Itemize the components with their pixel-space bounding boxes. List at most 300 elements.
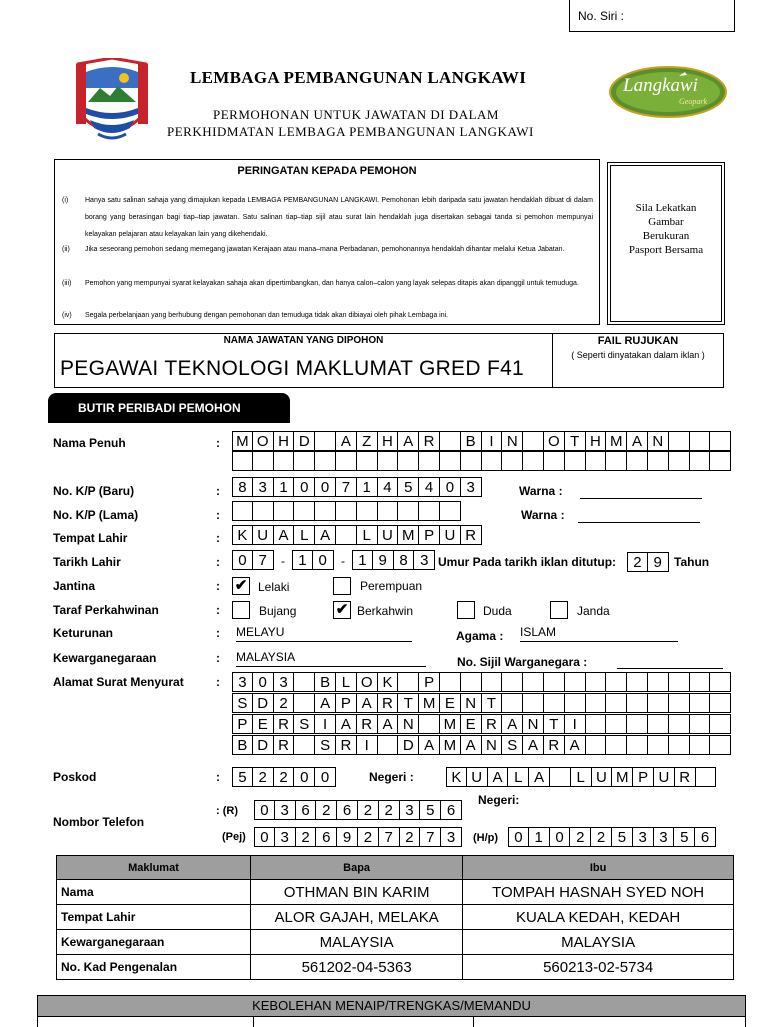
char-cell[interactable]: R [544, 735, 565, 755]
char-cell[interactable] [648, 451, 669, 471]
char-cell[interactable] [544, 451, 565, 471]
char-cell[interactable]: R [378, 693, 399, 713]
char-cell[interactable]: 9 [648, 552, 669, 572]
char-cell[interactable]: M [232, 431, 253, 451]
char-cell[interactable] [669, 693, 690, 713]
alamat-grid-row3[interactable] [232, 714, 731, 734]
kp-lama-grid[interactable] [232, 501, 461, 521]
char-cell[interactable]: 0 [294, 767, 315, 787]
char-cell[interactable] [586, 693, 607, 713]
char-cell[interactable]: 3 [414, 550, 435, 570]
char-cell[interactable]: U [467, 767, 488, 787]
char-cell[interactable] [586, 451, 607, 471]
char-cell[interactable]: 2 [274, 693, 295, 713]
char-cell[interactable]: P [232, 714, 253, 734]
alamat-grid-row2[interactable] [232, 693, 731, 713]
char-cell[interactable]: 5 [420, 800, 441, 820]
char-cell[interactable] [669, 735, 690, 755]
char-cell[interactable] [690, 693, 711, 713]
char-cell[interactable]: 2 [379, 800, 400, 820]
char-cell[interactable]: N [461, 693, 482, 713]
warning-item-num: (iii) [62, 280, 72, 287]
char-cell[interactable]: R [274, 735, 295, 755]
bapa-value[interactable]: MALAYSIA [251, 930, 463, 955]
char-cell[interactable]: 5 [398, 477, 419, 497]
char-cell[interactable]: 1 [352, 550, 373, 570]
char-cell[interactable] [710, 431, 731, 451]
char-cell[interactable]: 0 [550, 827, 571, 847]
char-cell[interactable] [586, 672, 607, 692]
umur-grid[interactable] [627, 552, 669, 572]
char-cell[interactable]: 4 [378, 477, 399, 497]
char-cell[interactable]: H [274, 431, 295, 451]
char-cell[interactable] [523, 451, 544, 471]
char-cell[interactable]: 0 [254, 800, 275, 820]
char-cell[interactable] [274, 451, 295, 471]
char-cell[interactable] [440, 451, 461, 471]
char-cell[interactable] [461, 672, 482, 692]
char-cell[interactable]: 7 [420, 827, 441, 847]
char-cell[interactable] [419, 501, 440, 521]
char-cell[interactable]: K [446, 767, 467, 787]
poskod-grid[interactable] [232, 767, 336, 787]
char-cell[interactable] [690, 451, 711, 471]
char-cell[interactable]: 5 [232, 767, 253, 787]
column-divider [473, 1017, 474, 1027]
char-cell[interactable] [669, 714, 690, 734]
char-cell[interactable]: M [606, 431, 627, 451]
char-cell[interactable]: A [419, 735, 440, 755]
char-cell[interactable]: A [398, 431, 419, 451]
char-cell[interactable] [398, 451, 419, 471]
char-cell[interactable]: D [398, 735, 419, 755]
char-cell[interactable] [648, 735, 669, 755]
char-cell[interactable] [253, 451, 274, 471]
char-cell[interactable] [606, 451, 627, 471]
char-cell[interactable]: 9 [373, 550, 394, 570]
char-cell[interactable]: D [294, 431, 315, 451]
checkbox-perempuan[interactable] [333, 577, 351, 595]
char-cell[interactable]: 3 [654, 827, 675, 847]
char-cell[interactable]: K [378, 672, 399, 692]
char-cell[interactable]: T [398, 693, 419, 713]
char-cell[interactable]: 3 [400, 800, 421, 820]
ibu-value[interactable]: KUALA KEDAH, KEDAH [463, 905, 734, 930]
warning-title: PERINGATAN KEPADA PEMOHON [237, 165, 417, 177]
char-cell[interactable]: H [378, 431, 399, 451]
keturunan-field[interactable]: MELAYU [236, 625, 412, 642]
char-cell[interactable]: 3 [232, 672, 253, 692]
char-cell[interactable] [274, 501, 295, 521]
char-cell[interactable]: 3 [275, 827, 296, 847]
char-cell[interactable] [398, 501, 419, 521]
negeri-grid[interactable] [446, 767, 716, 787]
char-cell[interactable]: R [675, 767, 696, 787]
position-value[interactable]: PEGAWAI TEKNOLOGI MAKLUMAT GRED F41 [60, 357, 525, 380]
char-cell[interactable] [523, 693, 544, 713]
checkbox-berkahwin[interactable]: ✔ [333, 601, 351, 619]
char-cell[interactable] [710, 693, 731, 713]
char-cell[interactable] [294, 735, 315, 755]
char-cell[interactable] [315, 431, 336, 451]
char-cell[interactable] [627, 672, 648, 692]
char-cell[interactable]: I [482, 431, 503, 451]
char-cell[interactable]: N [502, 431, 523, 451]
char-cell[interactable]: 6 [296, 800, 317, 820]
nama-grid-row2[interactable] [232, 451, 731, 471]
char-cell[interactable]: E [461, 714, 482, 734]
char-cell[interactable] [461, 451, 482, 471]
char-cell[interactable]: L [508, 767, 529, 787]
char-cell[interactable]: 3 [441, 827, 462, 847]
char-cell[interactable]: 5 [674, 827, 695, 847]
char-cell[interactable]: N [398, 714, 419, 734]
char-cell[interactable]: A [357, 693, 378, 713]
char-cell[interactable]: 6 [441, 800, 462, 820]
char-cell[interactable]: U [378, 525, 399, 545]
char-cell[interactable]: N [648, 431, 669, 451]
char-cell[interactable] [502, 672, 523, 692]
char-cell[interactable]: R [461, 525, 482, 545]
char-cell[interactable] [294, 672, 315, 692]
char-cell[interactable]: 2 [316, 800, 337, 820]
colon: : [216, 436, 220, 450]
char-cell[interactable]: P [419, 525, 440, 545]
char-cell[interactable]: A [336, 714, 357, 734]
char-cell[interactable] [648, 693, 669, 713]
char-cell[interactable] [710, 451, 731, 471]
char-cell[interactable] [627, 451, 648, 471]
char-cell[interactable]: H [586, 431, 607, 451]
char-cell[interactable] [565, 693, 586, 713]
char-cell[interactable]: D [253, 693, 274, 713]
char-cell[interactable]: S [232, 693, 253, 713]
photo-box[interactable] [607, 162, 725, 325]
char-cell[interactable] [710, 672, 731, 692]
char-cell[interactable] [669, 672, 690, 692]
char-cell[interactable]: 2 [253, 767, 274, 787]
char-cell[interactable] [482, 451, 503, 471]
char-cell[interactable]: 0 [508, 827, 529, 847]
char-cell[interactable]: A [627, 431, 648, 451]
char-cell[interactable]: 2 [627, 552, 648, 572]
char-cell[interactable]: S [502, 735, 523, 755]
char-cell[interactable]: B [315, 672, 336, 692]
char-cell[interactable]: 8 [232, 477, 253, 497]
char-cell[interactable] [606, 735, 627, 755]
char-cell[interactable]: 0 [294, 477, 315, 497]
char-cell[interactable]: T [482, 693, 503, 713]
alamat-grid-row1[interactable] [232, 672, 731, 692]
kewarganegaraan-field[interactable]: MALAYSIA [236, 650, 426, 667]
char-cell[interactable]: T [565, 431, 586, 451]
char-cell[interactable]: P [336, 693, 357, 713]
char-cell[interactable]: U [654, 767, 675, 787]
char-cell[interactable]: R [419, 431, 440, 451]
char-cell[interactable]: 2 [570, 827, 591, 847]
char-cell[interactable]: L [294, 525, 315, 545]
char-cell[interactable]: 1 [357, 477, 378, 497]
char-cell[interactable]: E [440, 693, 461, 713]
bapa-value[interactable]: ALOR GAJAH, MELAKA [251, 905, 463, 930]
char-cell[interactable]: R [357, 714, 378, 734]
char-cell[interactable] [710, 735, 731, 755]
char-cell[interactable]: R [274, 714, 295, 734]
geopark-logo-text: Langkawi [623, 75, 698, 96]
char-cell[interactable]: O [253, 431, 274, 451]
label-kp-lama: No. K/P (Lama) [53, 508, 139, 522]
ibu-value[interactable]: TOMPAH HASNAH SYED NOH [463, 880, 734, 905]
char-cell[interactable]: 0 [315, 767, 336, 787]
char-cell[interactable]: M [612, 767, 633, 787]
char-cell[interactable]: Z [357, 431, 378, 451]
tahun-label: Tahun [674, 555, 710, 569]
char-cell[interactable] [232, 451, 253, 471]
char-cell[interactable]: N [523, 714, 544, 734]
char-cell[interactable]: B [232, 735, 253, 755]
char-cell[interactable]: A [315, 693, 336, 713]
char-cell[interactable] [419, 714, 440, 734]
char-cell[interactable]: 3 [253, 477, 274, 497]
char-cell[interactable]: 0 [315, 477, 336, 497]
char-cell[interactable] [336, 501, 357, 521]
option-berkahwin: Berkahwin [357, 604, 414, 618]
char-cell[interactable] [294, 451, 315, 471]
char-cell[interactable] [586, 735, 607, 755]
char-cell[interactable]: L [336, 672, 357, 692]
char-cell[interactable] [565, 451, 586, 471]
char-cell[interactable] [544, 672, 565, 692]
warning-item-text: Jika seseorang pemohon sedang memegang jawatan Kerajaan atau mana–mana Perbadanan, pemohonannya hendaklah dihantar melalui Ketua Jabatan. [85, 246, 565, 253]
char-cell[interactable]: A [461, 735, 482, 755]
tarikh-day-grid[interactable] [232, 550, 274, 570]
char-cell[interactable] [294, 501, 315, 521]
char-cell[interactable]: O [544, 431, 565, 451]
char-cell[interactable]: R [336, 735, 357, 755]
char-cell[interactable] [627, 693, 648, 713]
char-cell[interactable] [606, 714, 627, 734]
char-cell[interactable] [565, 672, 586, 692]
char-cell[interactable] [606, 693, 627, 713]
char-cell[interactable]: I [315, 714, 336, 734]
char-cell[interactable]: A [502, 714, 523, 734]
char-cell[interactable]: 0 [440, 477, 461, 497]
char-cell[interactable] [336, 525, 357, 545]
char-cell[interactable]: 2 [400, 827, 421, 847]
char-cell[interactable] [419, 451, 440, 471]
checkbox-janda[interactable] [550, 601, 568, 619]
char-cell[interactable]: 2 [591, 827, 612, 847]
bapa-value[interactable]: 561202-04-5363 [251, 955, 463, 980]
char-cell[interactable]: A [488, 767, 509, 787]
char-cell[interactable] [357, 501, 378, 521]
char-cell[interactable]: L [571, 767, 592, 787]
char-cell[interactable]: M [440, 714, 461, 734]
char-cell[interactable]: 3 [461, 477, 482, 497]
row-label: Kewarganegaraan [57, 930, 251, 955]
tel-hp-grid[interactable] [508, 827, 716, 847]
char-cell[interactable] [627, 714, 648, 734]
kebolehan-row [37, 1017, 746, 1027]
char-cell[interactable]: A [523, 735, 544, 755]
char-cell[interactable] [690, 431, 711, 451]
char-cell[interactable]: 1 [274, 477, 295, 497]
char-cell[interactable]: 0 [253, 672, 274, 692]
char-cell[interactable]: 3 [633, 827, 654, 847]
parents-table [56, 855, 734, 980]
nama-grid-row1[interactable] [232, 431, 731, 451]
char-cell[interactable]: L [357, 525, 378, 545]
warning-item-num: (i) [62, 197, 69, 204]
tel-pejabat-grid[interactable] [254, 827, 462, 847]
char-cell[interactable] [690, 735, 711, 755]
char-cell[interactable]: T [544, 714, 565, 734]
char-cell[interactable]: M [398, 525, 419, 545]
checkbox-lelaki[interactable]: ✔ [232, 577, 250, 595]
char-cell[interactable]: U [440, 525, 461, 545]
char-cell[interactable]: 9 [337, 827, 358, 847]
char-cell[interactable]: 3 [274, 672, 295, 692]
warna-field-baru[interactable] [580, 484, 702, 499]
char-cell[interactable] [440, 672, 461, 692]
char-cell[interactable] [440, 501, 461, 521]
char-cell[interactable]: 6 [695, 827, 716, 847]
tarikh-year-grid[interactable] [352, 550, 435, 570]
char-cell[interactable]: 2 [358, 800, 379, 820]
sijil-field[interactable] [617, 654, 723, 669]
bapa-value[interactable]: OTHMAN BIN KARIM [251, 880, 463, 905]
char-cell[interactable] [378, 451, 399, 471]
char-cell[interactable]: 1 [529, 827, 550, 847]
kp-baru-grid[interactable] [232, 477, 482, 497]
char-cell[interactable] [544, 693, 565, 713]
char-cell[interactable] [398, 672, 419, 692]
checkbox-duda[interactable] [457, 601, 475, 619]
char-cell[interactable]: M [419, 693, 440, 713]
checkbox-bujang[interactable] [232, 601, 250, 619]
char-cell[interactable]: O [357, 672, 378, 692]
char-cell[interactable]: 2 [358, 827, 379, 847]
char-cell[interactable] [294, 693, 315, 713]
tarikh-month-grid[interactable] [292, 550, 334, 570]
char-cell[interactable]: 5 [612, 827, 633, 847]
geopark-logo [609, 66, 727, 118]
char-cell[interactable] [690, 714, 711, 734]
char-cell[interactable]: A [315, 525, 336, 545]
char-cell[interactable]: 6 [337, 800, 358, 820]
char-cell[interactable]: A [529, 767, 550, 787]
char-cell[interactable]: M [440, 735, 461, 755]
char-cell[interactable]: 0 [313, 550, 334, 570]
char-cell[interactable] [696, 767, 717, 787]
char-cell[interactable] [550, 767, 571, 787]
char-cell[interactable] [523, 431, 544, 451]
char-cell[interactable]: 1 [292, 550, 313, 570]
geopark-logo-sub: Geopark [679, 97, 707, 106]
char-cell[interactable]: U [253, 525, 274, 545]
char-cell[interactable] [669, 451, 690, 471]
char-cell[interactable]: 7 [379, 827, 400, 847]
char-cell[interactable]: A [274, 525, 295, 545]
ibu-value[interactable]: MALAYSIA [463, 930, 734, 955]
char-cell[interactable]: K [232, 525, 253, 545]
char-cell[interactable]: 7 [336, 477, 357, 497]
char-cell[interactable] [440, 431, 461, 451]
char-cell[interactable]: I [357, 735, 378, 755]
char-cell[interactable] [502, 693, 523, 713]
char-cell[interactable] [606, 672, 627, 692]
char-cell[interactable] [690, 672, 711, 692]
char-cell[interactable] [669, 431, 690, 451]
file-ref-box[interactable] [553, 333, 724, 388]
char-cell[interactable] [482, 672, 503, 692]
char-cell[interactable] [502, 451, 523, 471]
label-poskod: Poskod [53, 770, 97, 784]
char-cell[interactable]: 4 [419, 477, 440, 497]
negeri-label-2: Negeri: [478, 793, 520, 807]
colon: : [216, 675, 220, 689]
ibu-value[interactable]: 560213-02-5734 [463, 955, 734, 980]
char-cell[interactable] [627, 735, 648, 755]
char-cell[interactable] [336, 451, 357, 471]
char-cell[interactable] [315, 501, 336, 521]
char-cell[interactable]: 8 [394, 550, 415, 570]
colon: : [216, 770, 220, 784]
char-cell[interactable]: 2 [274, 767, 295, 787]
char-cell[interactable]: 0 [232, 550, 253, 570]
char-cell[interactable]: A [565, 735, 586, 755]
char-cell[interactable]: S [315, 735, 336, 755]
char-cell[interactable]: S [294, 714, 315, 734]
char-cell[interactable] [315, 451, 336, 471]
agama-field[interactable]: ISLAM [520, 625, 678, 642]
char-cell[interactable]: 3 [275, 800, 296, 820]
char-cell[interactable] [648, 672, 669, 692]
char-cell[interactable]: P [633, 767, 654, 787]
char-cell[interactable]: U [592, 767, 613, 787]
char-cell[interactable]: 2 [296, 827, 317, 847]
char-cell[interactable]: 6 [316, 827, 337, 847]
char-cell[interactable] [253, 501, 274, 521]
char-cell[interactable] [710, 714, 731, 734]
tempat-lahir-grid[interactable] [232, 525, 482, 545]
char-cell[interactable]: N [482, 735, 503, 755]
char-cell[interactable]: R [482, 714, 503, 734]
lpl-logo [72, 58, 152, 146]
char-cell[interactable]: 0 [254, 827, 275, 847]
tel-rumah-grid[interactable] [254, 800, 462, 820]
char-cell[interactable] [357, 451, 378, 471]
char-cell[interactable]: A [378, 714, 399, 734]
char-cell[interactable]: 7 [253, 550, 274, 570]
char-cell[interactable]: E [253, 714, 274, 734]
char-cell[interactable] [523, 672, 544, 692]
char-cell[interactable]: A [336, 431, 357, 451]
warna-field-lama[interactable] [578, 508, 700, 523]
char-cell[interactable] [648, 714, 669, 734]
char-cell[interactable] [586, 714, 607, 734]
char-cell[interactable] [378, 735, 399, 755]
char-cell[interactable]: P [419, 672, 440, 692]
header-maklumat: Maklumat [57, 856, 251, 880]
char-cell[interactable]: I [565, 714, 586, 734]
char-cell[interactable] [232, 501, 253, 521]
char-cell[interactable] [378, 501, 399, 521]
char-cell[interactable]: D [253, 735, 274, 755]
char-cell[interactable]: B [461, 431, 482, 451]
alamat-grid-row4[interactable] [232, 735, 731, 755]
photo-text-3: Berukuran [642, 230, 690, 242]
